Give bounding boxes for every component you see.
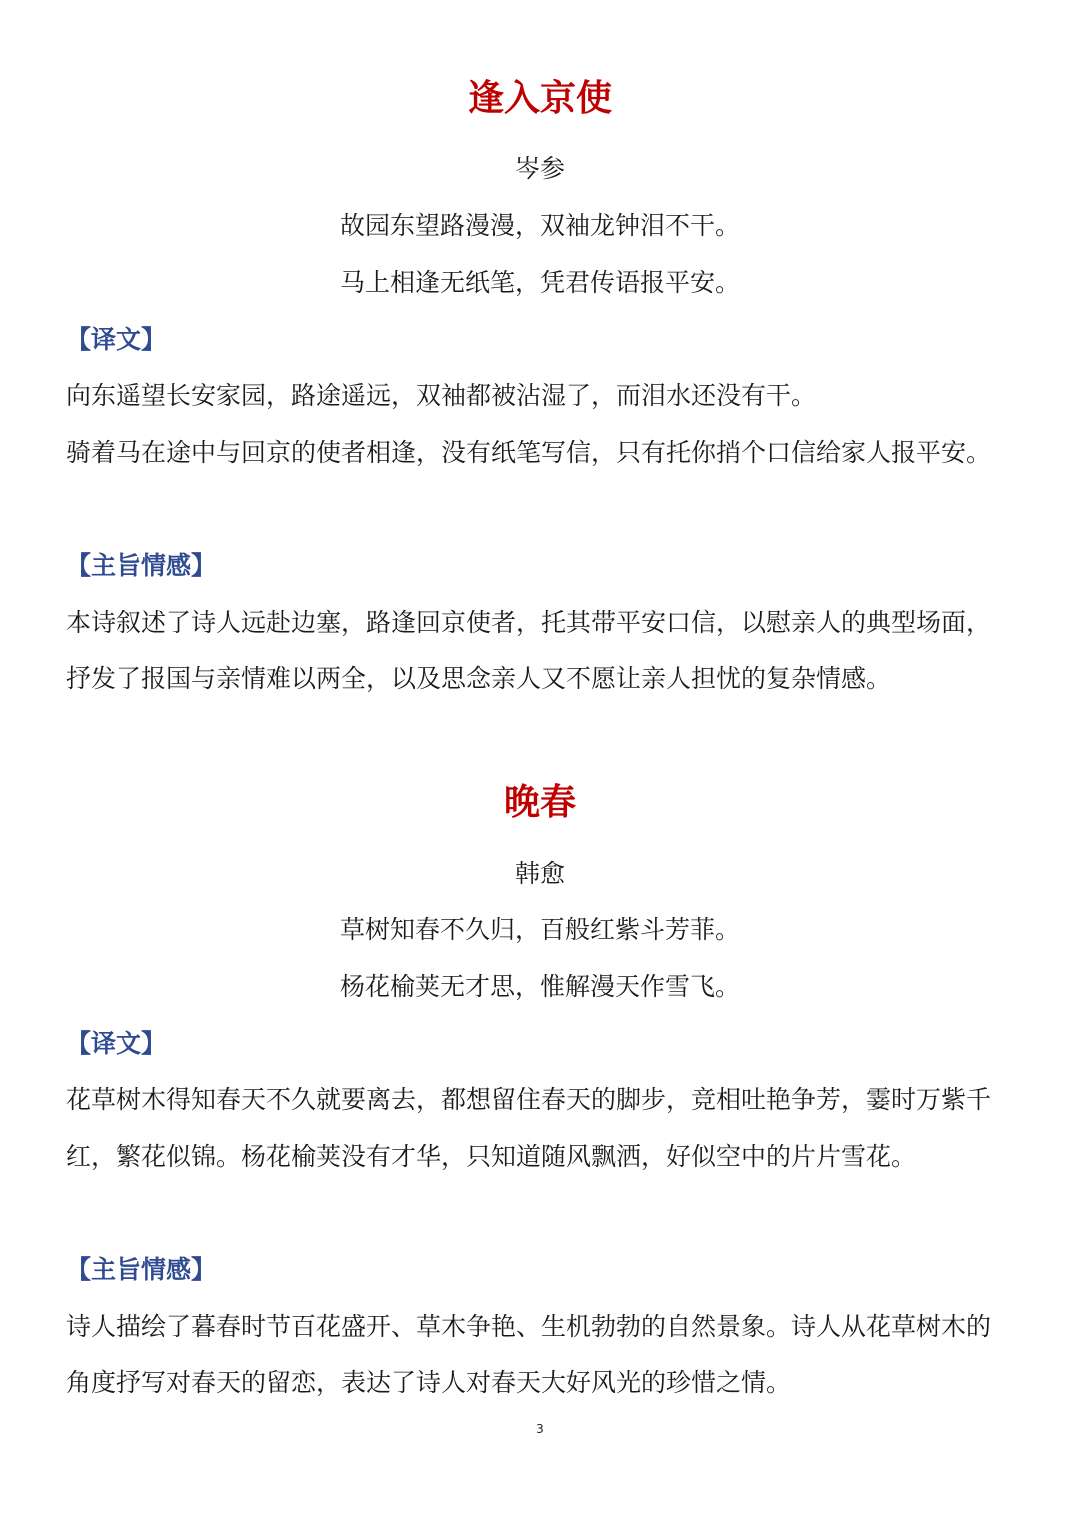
page-number: 3 [536,1422,544,1436]
theme-heading: 【主旨情感】 [66,551,217,580]
poem-author: 岑参 [514,154,565,183]
translation-line: 花草树木得知春天不久就要离去，都想留住春天的脚步，竞相吐艳争芳，霎时万紫千 [66,1085,992,1114]
theme-heading: 【主旨情感】 [66,1255,217,1284]
poem-line: 草树知春不久归，百般红紫斗芳菲。 [339,915,740,944]
poem-author: 韩愈 [514,859,565,888]
poem-title: 晚春 [503,782,576,823]
poem-title: 逢入京使 [467,78,612,119]
theme-line: 抒发了报国与亲情难以两全，以及思念亲人又不愿让亲人担忧的复杂情感。 [66,664,892,693]
poem-line: 马上相逢无纸笔，凭君传语报平安。 [339,268,740,297]
translation-heading: 【译文】 [66,1029,167,1058]
translation-line: 红，繁花似锦。杨花榆荚没有才华，只知道随风飘洒，好似空中的片片雪花。 [66,1142,917,1171]
translation-heading: 【译文】 [66,325,167,354]
poem-line: 杨花榆荚无才思，惟解漫天作雪飞。 [339,972,740,1001]
poem-line: 故园东望路漫漫，双袖龙钟泪不干。 [339,211,740,240]
theme-line: 诗人描绘了暮春时节百花盛开、草木争艳、生机勃勃的自然景象。诗人从花草树木的 [66,1312,992,1341]
translation-line: 向东遥望长安家园，路途遥远，双袖都被沾湿了，而泪水还没有干。 [66,381,817,410]
theme-line: 角度抒写对春天的留恋，表达了诗人对春天大好风光的珍惜之情。 [66,1368,792,1397]
translation-line: 骑着马在途中与回京的使者相逢，没有纸笔写信，只有托你捎个口信给家人报平安。 [66,438,992,467]
theme-line: 本诗叙述了诗人远赴边塞，路逢回京使者，托其带平安口信，以慰亲人的典型场面， [66,608,992,637]
